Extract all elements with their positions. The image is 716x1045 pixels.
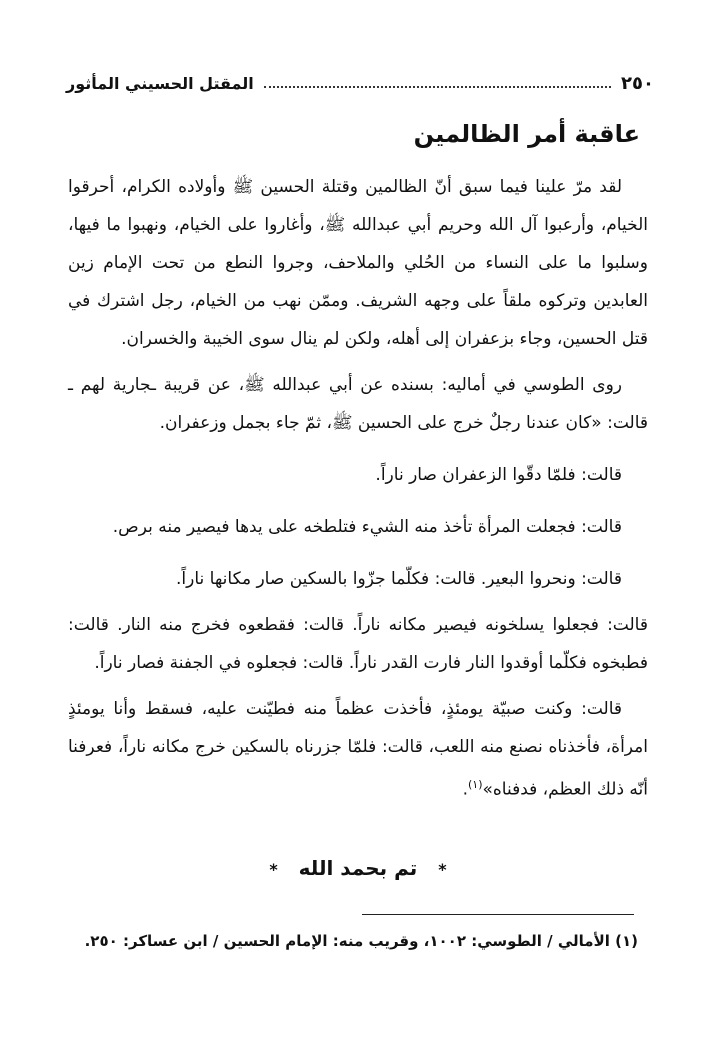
book-title: المقتل الحسيني المأثور [66,73,254,93]
quote-line: قالت: ونحروا البعير. قالت: فكلّما جزّوا بالسكين صار مكانها ناراً. [175,569,622,589]
paragraph-intro: لقد مرّ علينا فيما سبق أنّ الظالمين وقتلة الحسين ﷺ وأولاده الكرام، أحرقوا الخيام، وأرعبوا آل الله وحريم أبي عبدالله ﷺ، وأغاروا على الخيام، ونهبوا ما فيها، وسلبوا ما على النساء من الحُلي والملاحف، وجروا النطع من تحت الإمام زين العابدين وتركوه ملقاً على وجهه الشريف. وممّن نهب من الخيام، رجل اشترك في قتل الحسين، وجاء بزعفران إلى أهله، ولكن لم ينال سوى الخيبة والخسران. [68,177,648,349]
closing-text: تم بحمد الله [298,856,418,880]
quote-final-text: قالت: وكنت صبيّة يومئذٍ، فأخذت عظماً منه فطيّنت عليه، فسقط وأنا يومئذٍ امرأة، فأخذناه نصنع منه اللعب، قالت: فلمّا جزرناه بالسكين خرج مكانه ناراً، فعرفنا أنّه ذلك العظم، فدفناه» [68,699,648,800]
header-leader-dots [264,86,611,88]
quote-line-final: قالت: وكنت صبيّة يومئذٍ، فأخذت عظماً منه فطيّنت عليه، فسقط وأنا يومئذٍ امرأة، فأخذناه نصنع منه اللعب، قالت: فلمّا جزرناه بالسكين خرج مكانه ناراً، فعرفنا أنّه ذلك العظم، فدفناه»$^{(١)}$. [68,699,648,800]
footnote: (١) الأمالي / الطوسي: ١٠٠٢، وقريب منه: الإمام الحسين / ابن عساكر: ٢٥٠. [84,932,638,950]
page-number: ٢٥٠ [621,72,654,94]
star-ornament: * [269,860,278,879]
footnote-marker: (١) [467,778,483,791]
section-title: عاقبة أمر الظالمين [413,120,640,148]
quote-line: قالت: فجعلوا يسلخونه فيصير مكانه ناراً. قالت: فقطعوه فخرج منه النار. قالت: فطبخوه فكلّما أوقدوا النار فارت القدر ناراً. قالت: فجعلوه في الجفنة فصار ناراً. [68,615,648,673]
body-text [68,168,648,809]
quote-line: قالت: فجعلت المرأة تأخذ منه الشيء فتلطخه على يدها فيصير منه برص. [112,517,622,537]
star-ornament: * [438,860,447,879]
running-header [66,68,654,98]
footnote-divider [362,914,634,915]
quote-line: قالت: فلمّا دقّوا الزعفران صار ناراً. [375,465,622,485]
paragraph-narration: روى الطوسي في أماليه: بسنده عن أبي عبدالله ﷺ، عن قريبة ـجارية لهم ـ قالت: «كان عندنا رجلٌ خرج على الحسين ﷺ، ثمّ جاء بجمل وزعفران. [68,375,648,433]
closing-line [0,856,716,880]
